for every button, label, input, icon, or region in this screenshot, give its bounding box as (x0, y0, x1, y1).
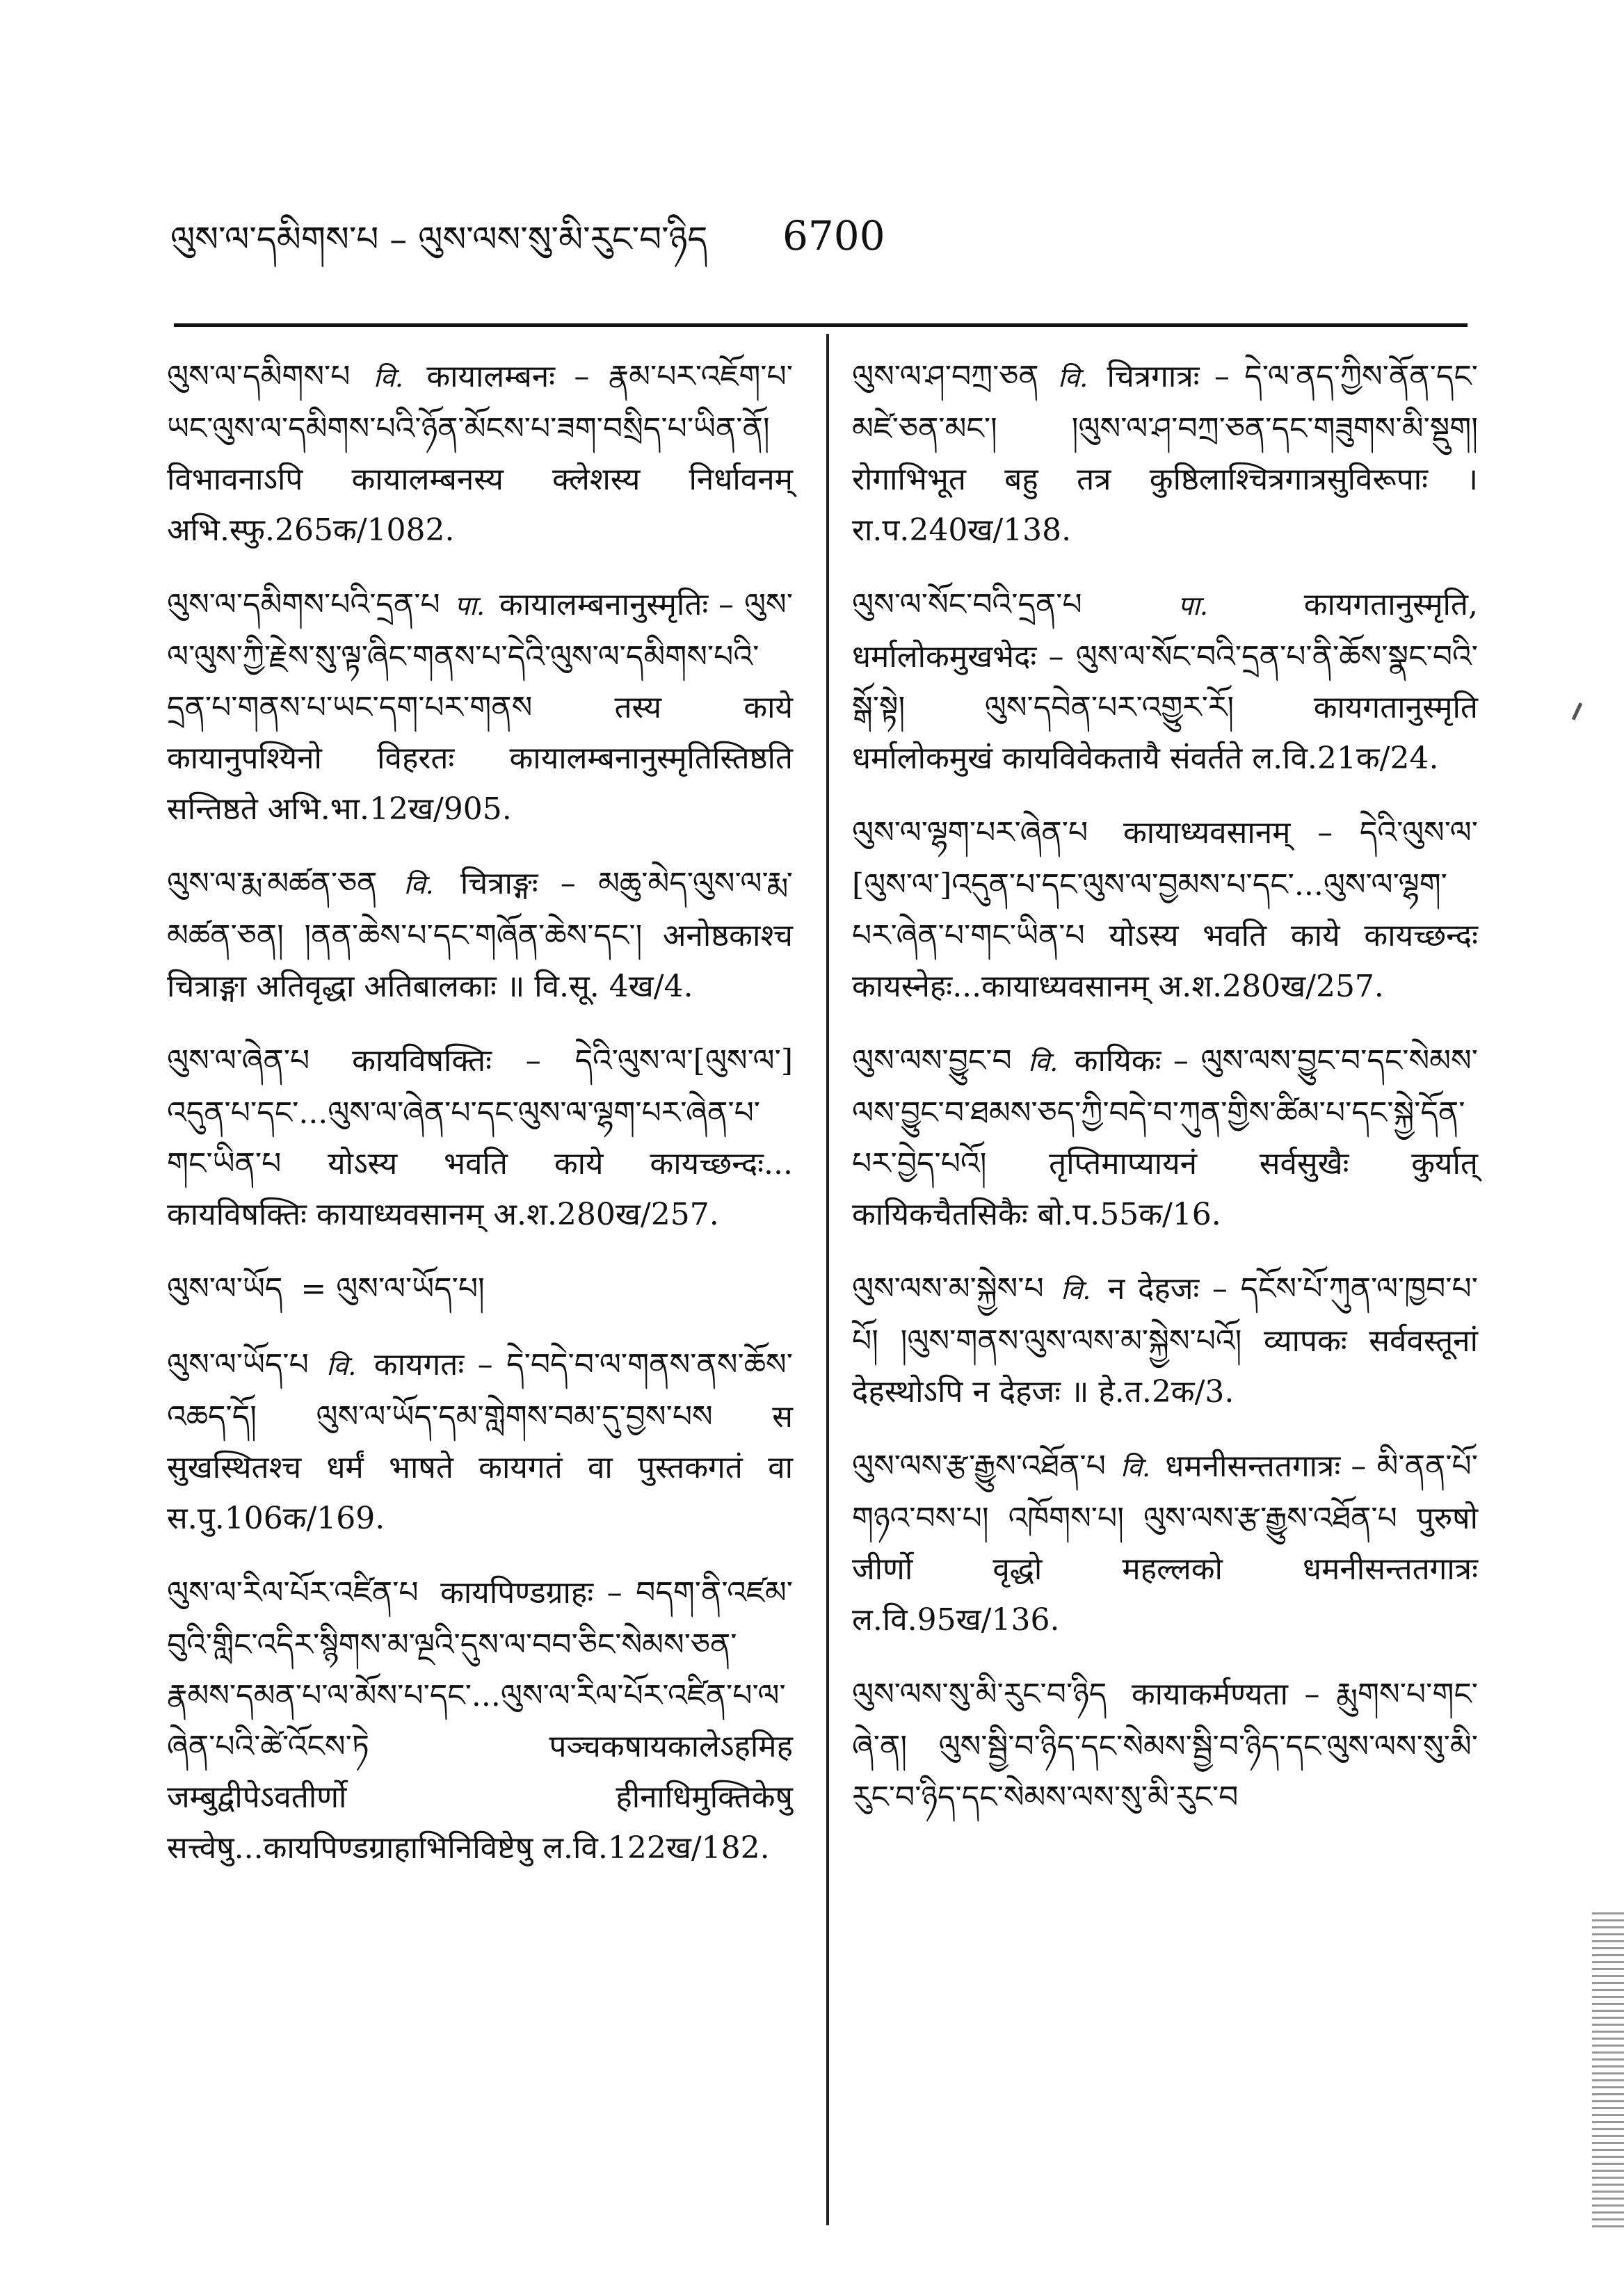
entry-headword: ལུས་ལ་ལྷག་པར་ཞེན་པ (852, 815, 1088, 850)
dictionary-entry (167, 351, 793, 556)
entry-grammar: वि. (326, 1350, 357, 1381)
entry-headword: ལུས་ལ་ཡོད་པ (167, 1347, 309, 1382)
entry-grammar: वि. (1028, 1047, 1059, 1077)
entry-grammar: वि. (1061, 1275, 1091, 1305)
entry-grammar: वि. (403, 869, 434, 900)
entry-body: धमनीसन्ततगात्रः – མི་ནན་པོ་གཉའ་བས་པ། འཁོགས་པ། ལུས་ལས་རྩ་རྒྱུས་འཐོན་པ पुरुषो जीर्णो वृद्धो महल्लको धमनीसन्ततगात्रः ल.वि.95ख/136. (852, 1449, 1478, 1638)
entry-body: कायिकः – ལུས་ལས་བྱུང་བ་དང་སེམས་ལས་བྱུང་བ་ཐམས་ཅད་ཀྱི་བདེ་བ་ཀུན་གྱིས་ཚིམ་པ་དང་སྐྱེ་དོན་པར་བྱེད་པའོ། तृप्तिमाप्यायनं सर्वसुखैः कुर्यात् कायिकचैतसिकैः बो.प.55क/16. (852, 1043, 1478, 1232)
entry-body: = ལུས་ལ་ཡོད་པ། (300, 1271, 485, 1307)
dictionary-entry (167, 579, 793, 834)
dictionary-entry (852, 1264, 1478, 1417)
dictionary-entry (167, 1339, 793, 1544)
entry-grammar: वि. (373, 362, 403, 393)
dictionary-entry (167, 1264, 793, 1316)
entry-headword: ལུས་ལ་ཞེན་པ (167, 1043, 310, 1079)
entry-body: कायालम्बनः – རྣམ་པར་འཇོག་པ་ཡང་ལུས་ལ་དམིགས་པའི་ཉོན་མོངས་པ་ཟག་བསྲིད་པ་ཡིན་ནོ། विभावनाऽपि कायालम्बनस्य क्लेशस्य निर्धावनम् अभि.स्फु.265क/1082. (167, 359, 793, 548)
dictionary-entry (852, 1669, 1478, 1823)
margin-mark (1572, 702, 1583, 720)
right-column (852, 351, 1478, 1846)
entry-headword: ལུས་ལ་དམིགས་པའི་དྲན་པ (167, 587, 440, 622)
entry-grammar: पा. (1177, 590, 1208, 621)
page-number: 6700 (782, 212, 885, 259)
entry-headword: ལུས་ལས་སུ་མི་རུང་བ་ཉིད (852, 1677, 1107, 1712)
dictionary-entry (167, 1035, 793, 1240)
dictionary-entry (852, 579, 1478, 784)
entry-body: कायगतः – དེ་བདེ་བ་ལ་གནས་ནས་ཆོས་འཆད་དོ། ལུས་ལ་ཡོད་དམ་གླེགས་བམ་དུ་བྱས་པས स सुखस्थितश्च धर्मं भाषते कायगतं वा पुस्तकगतं वा स.पु.106क/169. (167, 1347, 793, 1536)
left-column (167, 351, 793, 1897)
entry-headword: ལུས་ལ་ཡོད (167, 1271, 283, 1307)
entry-body: कायालम्बनानुस्मृतिः – ལུས་ལ་ལུས་ཀྱི་རྗེས་སུ་ལྟ་ཞིང་གནས་པ་དེའི་ལུས་ལ་དམིགས་པའི་དྲན་པ་གནས་པ་ཡང་དག་པར་གནས तस्य काये कायानुपश्यिनो विहरतः कायालम्बनानुस्मृतिस्तिष्ठति सन्तिष्ठते अभि.भा.12ख/905. (167, 587, 793, 827)
entry-headword: ལུས་ལ་རྨ་མཚན་ཅན (167, 866, 378, 901)
dictionary-entry (852, 1441, 1478, 1645)
entry-body: कायाकर्मण्यता – རྨུགས་པ་གང་ཞེ་ན། ལུས་སྦྱི་བ་ཉིད་དང་སེམས་སྦྱི་བ་ཉིད་དང་ལུས་ལས་སུ་མི་རུང་བ་ཉིད་དང་སེམས་ལས་སུ་མི་རུང་བ (852, 1677, 1478, 1815)
entry-body: कायपिण्डग्राहः – བདག་ནི་འཛམ་བུའི་གླིང་འདིར་སྙིགས་མ་ལྔའི་དུས་ལ་བབ་ཅིང་སེམས་ཅན་རྣམས་དམན་པ་ལ་མོས་པ་དང་...ལུས་ལ་རིལ་པོར་འཛིན་པ་ལ་ཞེན་པའི་ཚེ་འོངས་ཏེ पञ्चकषायकालेऽहमिह जम्बुद्वीपेऽवतीर्णो हीनाधिमुक्तिकेषु सत्त्वेषु...कायपिण्डग्राहाभिनिविष्टेषु ल.वि.122ख/182. (167, 1575, 793, 1866)
entry-body: कायविषक्तिः – དེའི་ལུས་ལ་[ལུས་ལ་] འདུན་པ་དང་...ལུས་ལ་ཞེན་པ་དང་ལུས་ལ་ལྷག་པར་ཞེན་པ་གང་ཡིན་པ योऽस्य भवति काये कायच्छन्दः... कायविषक्तिः कायाध्यवसानम् अ.श.280ख/257. (167, 1043, 793, 1232)
entry-headword: ལུས་ལས་རྩ་རྒྱུས་འཐོན་པ (852, 1449, 1106, 1484)
dictionary-entry (852, 1035, 1478, 1240)
entry-headword: ལུས་ལ་དམིགས་པ (167, 359, 351, 394)
scan-edge (1592, 1912, 1624, 2232)
entry-body: न देहजः – དངོས་པོ་ཀུན་ལ་ཁྱབ་པ་པོ། །ལུས་གནས་ལུས་ལས་མ་སྐྱེས་པའོ། व्यापकः सर्ववस्तूनां देहस्थोऽपि न देहजः ॥ हे.त.2क/3. (852, 1271, 1478, 1410)
column-divider (826, 334, 829, 2225)
entry-headword: ལུས་ལ་ཤ་བཀྲ་ཅན (852, 359, 1039, 394)
entry-body: कायगतानुस्मृति, धर्मालोकमुखभेदः – ལུས་ལ་སོང་བའི་དྲན་པ་ནི་ཆོས་སྣང་བའི་སྒོ་སྟེ། ལུས་དབེན་པར་འགྱུར་རོ། कायगतानुस्मृति धर्मालोकमुखं कायविवेकतायै संवर्तते ल.वि.21क/24. (852, 587, 1478, 776)
entry-grammar: वि. (1120, 1452, 1151, 1483)
header-title: ལུས་ལ་དམིགས་པ – ལུས་ལས་སུ་མི་རུང་བ་ཉིད (170, 219, 708, 259)
entry-grammar: पा. (454, 590, 485, 621)
entry-body: कायाध्यवसानम् – དེའི་ལུས་ལ་[ལུས་ལ་]འདུན་པ་དང་ལུས་ལ་བྱམས་པ་དང་...ལུས་ལ་ལྷག་པར་ཞེན་པ་གང་ཡིན་པ योऽस्य भवति काये कायच्छन्दः कायस्नेहः...कायाध्यवसानम् अ.श.280ख/257. (852, 815, 1478, 1004)
entry-body: चित्रगात्रः – དེ་ལ་ནད་ཀྱིས་ནོན་དང་མཛེ་ཅན་མང་། །ལུས་ལ་ཤ་བཀྲ་ཅན་དང་གཟུགས་མི་སྡུག། रोगाभिभूत बहु तत्र कुष्ठिलाश्चित्रगात्रसुविरूपाः । रा.प.240ख/138. (852, 359, 1478, 548)
entry-headword: ལུས་ལ་སོང་བའི་དྲན་པ (852, 587, 1082, 622)
dictionary-entry (167, 858, 793, 1012)
dictionary-entry (852, 807, 1478, 1012)
dictionary-entry (852, 351, 1478, 556)
entry-headword: ལུས་ལས་མ་སྐྱེས་པ (852, 1271, 1044, 1307)
entry-body: चित्राङ्गः – མཆུ་མེད་ལུས་ལ་རྨ་མཚན་ཅན། །ནན་ཆེས་པ་དང་གཞོན་ཆེས་དང་། अनोष्ठकाश्च चित्राङ्गा अतिवृद्धा अतिबालकाः ॥ वि.सू. 4ख/4. (167, 866, 793, 1004)
running-header (170, 209, 1388, 271)
dictionary-entry (167, 1567, 793, 1873)
entry-grammar: वि. (1058, 362, 1088, 393)
entry-headword: ལུས་ལས་བྱུང་བ (852, 1043, 1012, 1079)
header-rule (174, 323, 1468, 327)
entry-headword: ལུས་ལ་རིལ་པོར་འཛིན་པ (167, 1575, 419, 1611)
